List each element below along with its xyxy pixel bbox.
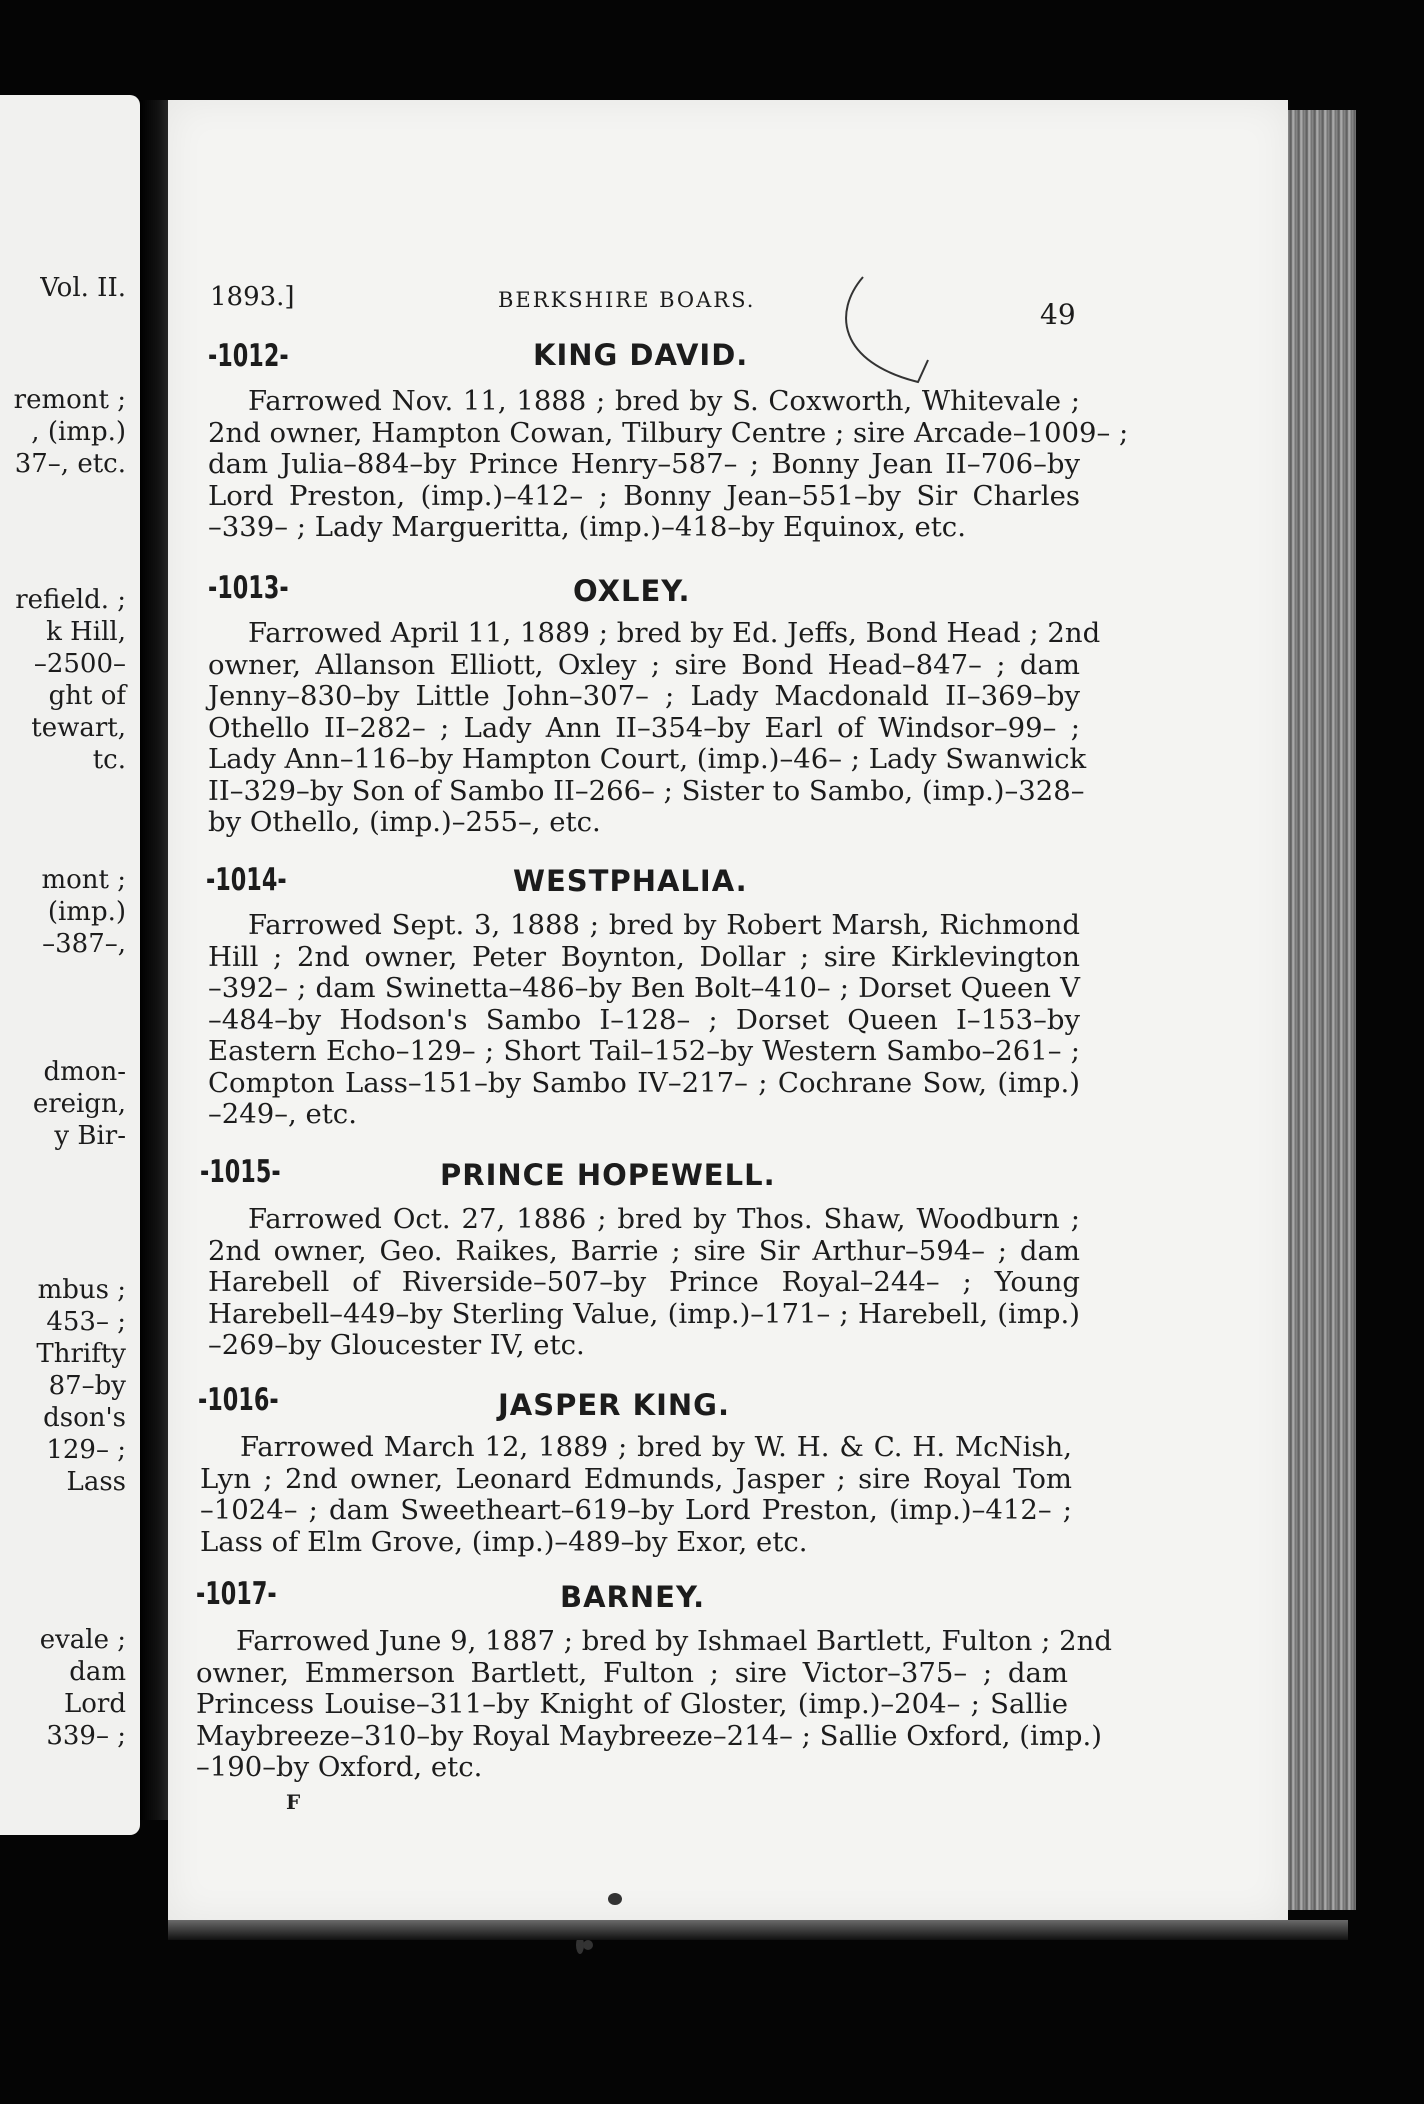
left-page-text: y Bir- [54,1121,126,1151]
left-page-text: mbus ; [37,1275,126,1305]
entry-line: Farrowed Sept. 3, 1888 ; bred by Robert Marsh, Richmond [248,909,1080,941]
entry-line: Othello II–282– ; Lady Ann II–354–by Earl of Windsor–99– ; [208,711,1080,744]
page-number: 49 [1040,298,1076,331]
entry-line: Princess Louise–311–by Knight of Gloster, (imp.)–204– ; Sallie [196,1688,1068,1720]
ink-smudge [608,1893,622,1905]
left-page-text: 453– ; [46,1307,126,1337]
left-page-text: 339– ; [46,1721,126,1751]
entry-body [208,385,1129,544]
entry-line: dam Julia–884–by Prince Henry–587– ; Bonny Jean II–706–by [208,448,1080,480]
left-page-text: remont ; [13,385,126,415]
entry-line: –484–by Hodson's Sambo I–128– ; Dorset Queen I–153–by [208,1003,1080,1036]
entry-number: -1016- [198,1382,279,1418]
left-page-text: Lord [64,1689,126,1719]
entry-line: –249–, etc. [208,1098,357,1130]
left-page-text: ereign, [32,1089,126,1119]
book-page [168,100,1288,1920]
entry-line: Farrowed Oct. 27, 1886 ; bred by Thos. Shaw, Woodburn ; [248,1203,1080,1235]
running-head-year: 1893.] [210,282,295,312]
entry-number: -1013- [208,570,289,606]
entry-body [208,1204,1080,1362]
running-head-title: BERKSHIRE BOARS. [498,288,756,312]
ink-smudge [583,1940,593,1950]
entry-line: Hill ; 2nd owner, Peter Boynton, Dollar ; sire Kirklevington [208,940,1080,973]
left-page-text: Lass [66,1467,126,1497]
entry-line: Harebell–449–by Sterling Value, (imp.)–171– ; Harebell, (imp.) [208,1297,1080,1330]
book-gutter [140,100,170,1820]
entry-line: –1024– ; dam Sweetheart–619–by Lord Preston, (imp.)–412– ; [200,1494,1072,1526]
entry-line: Jenny–830–by Little John–307– ; Lady Macdonald II–369–by [208,680,1080,712]
left-page-text: tc. [92,745,126,775]
left-page-text: 129– ; [46,1435,126,1465]
entry-line: Farrowed April 11, 1889 ; bred by Ed. Jeffs, Bond Head ; 2nd [248,617,1101,649]
left-page-text: Vol. II. [40,273,126,303]
entry-name: JASPER KING. [498,1388,730,1422]
entry-name: PRINCE HOPEWELL. [440,1158,776,1192]
entry-line: Farrowed Nov. 11, 1888 ; bred by S. Coxworth, Whitevale ; [248,385,1080,417]
book-shadow [168,1920,1348,1940]
entry-line: Lyn ; 2nd owner, Leonard Edmunds, Jasper ; sire Royal Tom [200,1462,1072,1495]
entry-line: II–329–by Son of Sambo II–266– ; Sister to Sambo, (imp.)–328– [208,774,1085,807]
entry-body [208,617,1101,839]
entry-line: Lord Preston, (imp.)–412– ; Bonny Jean–551–by Sir Charles [208,479,1080,512]
entry-body [196,1625,1112,1784]
entry-body [200,1432,1072,1558]
left-page-text: –2500– [33,649,126,679]
entry-line: 2nd owner, Hampton Cowan, Tilbury Centre ; sire Arcade–1009– ; [208,416,1129,449]
left-page-text: (imp.) [47,897,126,927]
entry-name: BARNEY. [560,1580,706,1614]
left-page-text: refield. ; [15,585,126,615]
left-page-text: ght of [48,681,126,711]
entry-line: –269–by Gloucester IV, etc. [208,1329,585,1361]
left-page-text: dson's [43,1403,126,1433]
left-page-text: –387–, [42,929,126,959]
entry-number: -1015- [200,1154,281,1190]
left-page-text: dmon- [43,1057,126,1087]
left-page-text: Thrifty [36,1339,126,1369]
entry-line: –339– ; Lady Margueritta, (imp.)–418–by Equinox, etc. [208,511,966,543]
entry-number: -1014- [206,862,287,898]
left-page-text: dam [69,1657,126,1687]
entry-line: –190–by Oxford, etc. [196,1751,483,1783]
left-page-text: k Hill, [46,617,126,647]
left-page-text: mont ; [41,865,126,895]
left-page-text: 87–by [48,1371,126,1401]
entry-line: 2nd owner, Geo. Raikes, Barrie ; sire Sir Arthur–594– ; dam [208,1234,1080,1267]
entry-line: owner, Emmerson Bartlett, Fulton ; sire Victor–375– ; dam [196,1656,1068,1689]
entry-line: Farrowed March 12, 1889 ; bred by W. H. & C. H. McNish, [240,1431,1072,1463]
entry-name: KING DAVID. [533,338,749,372]
left-page-text: , (imp.) [31,417,126,447]
entry-name: WESTPHALIA. [513,864,748,898]
entry-body [208,910,1080,1131]
entry-line: Compton Lass–151–by Sambo IV–217– ; Cochrane Sow, (imp.) [208,1066,1080,1099]
entry-line: by Othello, (imp.)–255–, etc. [208,806,601,838]
pencil-mark-icon [833,272,963,402]
left-page-text: 37–, etc. [14,449,126,479]
entry-line: Lady Ann–116–by Hampton Court, (imp.)–46– ; Lady Swanwick [208,743,1087,775]
entry-number: -1012- [208,338,289,374]
previous-page-fragment [0,95,140,1835]
entry-line: Harebell of Riverside–507–by Prince Royal–244– ; Young [208,1266,1080,1298]
entry-line: owner, Allanson Elliott, Oxley ; sire Bond Head–847– ; dam [208,648,1080,681]
entry-line: Maybreeze–310–by Royal Maybreeze–214– ; Sallie Oxford, (imp.) [196,1719,1102,1752]
page-edges [1288,110,1356,1910]
entry-line: Lass of Elm Grove, (imp.)–489–by Exor, etc. [200,1525,808,1558]
entry-name: OXLEY. [573,574,691,608]
left-page-text: evale ; [39,1625,126,1655]
entry-number: -1017- [196,1576,277,1612]
entry-line: Farrowed June 9, 1887 ; bred by Ishmael Bartlett, Fulton ; 2nd [236,1625,1112,1657]
signature-mark: F [286,1790,301,1814]
entry-line: Eastern Echo–129– ; Short Tail–152–by Western Sambo–261– ; [208,1035,1080,1067]
entry-line: –392– ; dam Swinetta–486–by Ben Bolt–410– ; Dorset Queen V [208,972,1080,1004]
left-page-text: tewart, [31,713,126,743]
